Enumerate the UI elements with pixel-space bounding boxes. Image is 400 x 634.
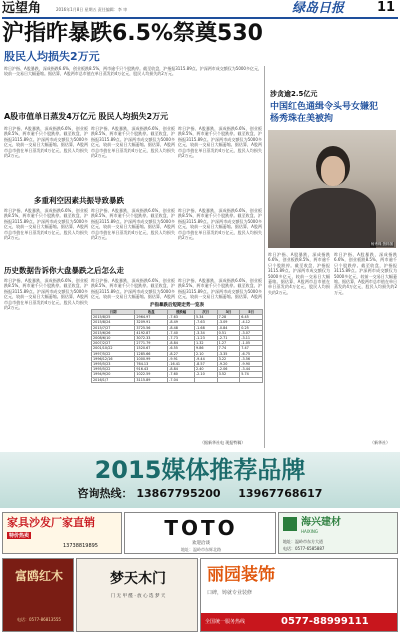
paper-name: 绿岛日报 <box>292 1 345 16</box>
table-cell: 0.25 <box>240 325 263 330</box>
masthead-rule <box>2 17 398 19</box>
table-cell: -1.05 <box>240 341 263 346</box>
ad-furniture-phone: 13738819895 <box>63 543 98 549</box>
photo-figure-face <box>321 156 345 186</box>
column-divider <box>264 66 265 448</box>
ad-banner-phone-1: 13867795200 <box>136 487 221 500</box>
ad-fuou-phone: 电话：0577-86813555 <box>17 617 61 622</box>
photo-figure-body <box>290 188 376 248</box>
table-cell <box>217 377 240 382</box>
table-cell: -7.63 <box>194 320 217 325</box>
table-cell: -3.44 <box>240 367 263 372</box>
table-header-cell: 次日 <box>194 310 217 315</box>
table-cell: -7.04 <box>168 377 195 382</box>
ad-furniture <box>2 512 122 554</box>
table-cell: 2.40 <box>194 367 217 372</box>
ad-liyuan-tag: 全国统一服务热线 <box>205 619 246 625</box>
ad-furniture-sub: 特价热卖 <box>9 533 30 539</box>
date-line: 2016年1月8日 星期五 责任编辑：李 审 <box>56 7 128 12</box>
section-title: 远望角 <box>2 1 42 16</box>
body-col1-c: 昨日沪指、A股暴跌，深成指跌6.6%，创业板跌8.5%，两市逾千只个股跌停。截至收盘，沪指报3115.89点。沪深两市成交额仅为5000多亿元，较前一交易日大幅萎缩。据估算，A股两市总市值在单日蒸发约4万亿元，股民人均损失约2万元。 <box>4 278 88 311</box>
table-cell: -7.73 <box>168 336 195 341</box>
main-subhead: 股民人均损失2万元 <box>4 50 100 63</box>
table-cell: -9.90 <box>240 362 263 367</box>
ad-toto-brand: TOTO <box>164 516 238 540</box>
table-header-cell: 涨跌幅 <box>168 310 195 315</box>
ad-fuou <box>2 558 74 632</box>
table-cell: -9.20 <box>217 362 240 367</box>
table-cell: 2964.97 <box>135 315 168 320</box>
table-cell: -9.91 <box>168 356 195 361</box>
table-cell: 2015/7/27 <box>92 325 135 330</box>
ad-liyuan-brand: 丽园装饰 <box>207 565 275 585</box>
table-body <box>92 315 263 383</box>
body-col1-b: 昨日沪指、A股暴跌，深成指跌6.6%，创业板跌8.5%，两市逾千只个股跌停。截至收盘，沪指报3115.89点。沪深两市成交额仅为5000多亿元，较前一交易日大幅萎缩。据估算，A股两市总市值在单日蒸发约4万亿元，股民人均损失约2万元。 <box>4 208 88 241</box>
table-cell: 1022.59 <box>135 372 168 377</box>
body-col3-b: 昨日沪指、A股暴跌，深成指跌6.6%，创业板跌8.5%，两市逾千只个股跌停。截至收盘，沪指报3115.89点。沪深两市成交额仅为5000多亿元，较前一交易日大幅萎缩。据估算，A股两市总市值在单日蒸发约4万亿元，股民人均损失约2万元。 <box>178 208 262 241</box>
ad-mengtian-brand: 梦天木门 <box>110 571 166 587</box>
section3-title: 历史数据告诉你大盘暴跌之后怎么走 <box>4 266 124 275</box>
table-cell: -3.07 <box>240 330 263 335</box>
table-cell: 2015/6/26 <box>92 330 135 335</box>
table-cell: -3.09 <box>217 320 240 325</box>
table-header-cell: 收盘 <box>135 310 168 315</box>
table-cell: -9.44 <box>194 356 217 361</box>
ad-haixing-sub: HAIXING <box>301 529 318 534</box>
table-header-cell: 5日 <box>240 310 263 315</box>
body-col3-c: 昨日沪指、A股暴跌，深成指跌6.6%，创业板跌8.5%，两市逾千只个股跌停。截至收盘，沪指报3115.89点。沪深两市成交额仅为5000多亿元，较前一交易日大幅萎缩。据估算，A股两 <box>178 278 262 300</box>
table-cell: 7.28 <box>217 315 240 320</box>
table-cell: -16.41 <box>168 362 195 367</box>
ad-banner-phone-row <box>0 487 400 501</box>
body-col2-a: 昨日沪指、A股暴跌，深成指跌6.6%，创业板跌8.5%，两市逾千只个股跌停。截至收盘，沪指报3115.89点。沪深两市成交额仅为5000多亿元，较前一交易日大幅萎缩。据估算，A股两市总市值在单日蒸发约4万亿元，股民人均损失约2万元。 <box>91 126 175 159</box>
ad-fuou-brand: 富鸥红木 <box>14 569 63 583</box>
table-cell: 764.13 <box>135 362 168 367</box>
photo-caption: 杨秀珠 资料图 <box>370 242 393 246</box>
table-cell: -8.49 <box>168 320 195 325</box>
section2-title: 多重利空因素共振导致暴跌 <box>34 196 124 205</box>
ad-banner <box>0 452 400 508</box>
table-cell: 4192.87 <box>135 330 168 335</box>
ad-toto <box>124 512 276 554</box>
table-cell: -0.84 <box>217 325 240 330</box>
table-cell: 1995/5/23 <box>92 362 135 367</box>
table-cell: 3725.56 <box>135 325 168 330</box>
table-cell: 2001/10/22 <box>92 346 135 351</box>
table-cell: 3.52 <box>217 372 240 377</box>
table-cell: -2.06 <box>217 367 240 372</box>
table-cell: -7.63 <box>168 315 195 320</box>
table-cell: 2015/8/25 <box>92 315 135 320</box>
table-cell: -8.48 <box>168 325 195 330</box>
ad-furniture-title: 家具沙发厂家直销 <box>7 516 95 529</box>
page-number: 11 <box>376 0 396 15</box>
side-headline-2: 杨秀珠在美被拘 <box>270 114 334 124</box>
ad-liyuan-phone: 0577-88999111 <box>281 616 369 627</box>
table-cell: 1000.99 <box>135 356 168 361</box>
table-cell: 9.86 <box>194 346 217 351</box>
table-cell: 3115.89 <box>135 377 168 382</box>
table-cell: -8.84 <box>168 341 195 346</box>
table-cell: -1.23 <box>194 336 217 341</box>
table-header-cell: 日期 <box>92 310 135 315</box>
table-cell: 2008/6/10 <box>92 336 135 341</box>
source-note: （据新华社电 现报特稿） <box>200 440 246 445</box>
body-col3-a: 昨日沪指、A股暴跌，深成指跌6.6%，创业板跌8.5%，两市逾千只个股跌停。截至收盘，沪指报3115.89点。沪深两市成交额仅为5000多亿元，较前一交易日大幅萎缩。据估算，A股两市总市值在单日蒸发约4万亿元，股民人均损失约2万元。 <box>178 126 262 159</box>
table-cell: -4.12 <box>240 320 263 325</box>
side-signature: （新华社） <box>370 440 390 445</box>
lead-paragraph: 昨日沪指、A股暴跌，深成指跌6.6%，创业板跌8.5%，两市逾千只个股跌停。截至收盘，沪指报3115.89点。沪深两市成交额仅为5000多亿元，较前一交易日大幅萎缩。据估算，A股两市总市值在单日蒸发约4万亿元，股民人均损失约2万元。 <box>4 66 262 77</box>
data-table-block <box>91 302 263 438</box>
table-header-cell: 3日 <box>217 310 240 315</box>
table-cell: -3.34 <box>194 330 217 335</box>
ad-toto-sub: 欢迎洽谈 <box>192 541 210 546</box>
ad-banner-phone-2: 13967768617 <box>238 487 323 500</box>
table-cell: 1996/12/16 <box>92 356 135 361</box>
body-col2-c: 昨日沪指、A股暴跌，深成指跌6.6%，创业板跌8.5%，两市逾千只个股跌停。截至收盘，沪指报3115.89点。沪深两市成交额仅为5000多亿元，较前一交易日大幅萎缩。据估算，A股两 <box>91 278 175 300</box>
table-cell: -6.75 <box>240 351 263 356</box>
section1-title: A股市值单日蒸发4万亿元 股民人均损失2万元 <box>4 112 169 121</box>
side-headline-1: 中国红色通缉令头号女嫌犯 <box>270 102 379 112</box>
table-cell: 0.51 <box>217 330 240 335</box>
table-cell: 2.10 <box>194 351 217 356</box>
body-col2-b: 昨日沪指、A股暴跌，深成指跌6.6%，创业板跌8.5%，两市逾千只个股跌停。截至收盘，沪指报3115.89点。沪深两市成交额仅为5000多亿元，较前一交易日大幅萎缩。据估算，A股两市总市值在单日蒸发约4万亿元，股民人均损失约2万元。 <box>91 208 175 241</box>
table-cell: 1994/9/20 <box>92 372 135 377</box>
table-cell: 5.34 <box>194 315 217 320</box>
table-cell: 7.47 <box>240 346 263 351</box>
table-cell: 1.27 <box>217 341 240 346</box>
table-cell: 2007/2/27 <box>92 341 135 346</box>
table-cell: 3209.91 <box>135 320 168 325</box>
table-cell: -3.11 <box>240 336 263 341</box>
table-cell: -8.57 <box>194 362 217 367</box>
table-cell: 5.74 <box>240 372 263 377</box>
table-row <box>92 377 263 382</box>
table-cell: -6.55 <box>168 346 195 351</box>
side-kicker: 涉贪逾2.5亿元 <box>270 90 318 98</box>
ad-mengtian-sub: 门 无 甲 醛 · 放 心 选 梦 天 <box>110 594 166 599</box>
table-cell: -7.40 <box>168 330 195 335</box>
table-cell: -7.60 <box>168 372 195 377</box>
ad-liyuan <box>200 558 398 632</box>
table-cell: 2771.79 <box>135 341 168 346</box>
table-cell: -1.68 <box>194 325 217 330</box>
body-col1-a: 昨日沪指、A股暴跌，深成指跌6.6%，创业板跌8.5%，两市逾千只个股跌停。截至收盘，沪指报3115.89点。沪深两市成交额仅为5000多亿元，较前一交易日大幅萎缩。据估算，A股两市总市值在单日蒸发约4万亿元，股民人均损失约2万元。 <box>4 126 88 159</box>
table-cell: 3.22 <box>217 356 240 361</box>
table-cell: 7.74 <box>217 346 240 351</box>
table-cell: 1520.67 <box>135 346 168 351</box>
table-cell: 916.43 <box>135 367 168 372</box>
ad-toto-addr: 地址：温岭市东辉北路 <box>181 547 221 552</box>
ad-haixing <box>278 512 398 554</box>
side-body-col2: 昨日沪指、A股暴跌，深成指跌6.6%，创业板跌8.5%，两市逾千只个股跌停。截至收盘，沪指报3115.89点。沪深两市成交额仅为5000多亿元，较前一交易日大幅萎缩。据估算，A股两市总市值在单日蒸发约4万亿元，股民人均损失约2万元。 <box>334 252 397 295</box>
ad-haixing-brand: 海兴建材 <box>301 517 341 528</box>
masthead <box>0 0 400 17</box>
table-cell: 2015/8/24 <box>92 320 135 325</box>
ad-banner-title: 2015媒体推荐品牌 <box>94 456 306 484</box>
table-cell: 1997/5/22 <box>92 351 135 356</box>
ad-mengtian <box>76 558 198 632</box>
ad-liyuan-footer <box>201 613 398 631</box>
ad-haixing-phone: 电话：0577-6585887 <box>283 546 325 551</box>
table-cell: -8.84 <box>168 367 195 372</box>
data-table <box>91 309 263 383</box>
table-cell: 3072.33 <box>135 336 168 341</box>
table-cell: -3.35 <box>217 351 240 356</box>
side-body-col1: 昨日沪指、A股暴跌，深成指跌6.6%，创业板跌8.5%，两市逾千只个股跌停。截至收盘，沪指报3115.89点。沪深两市成交额仅为5000多亿元，较前一交易日大幅萎缩。据估算，A股两市总市值在单日蒸发约4万亿元，股民人均损失约2万元。 <box>268 252 330 295</box>
ad-haixing-addr: 地址：温岭市东方大道 <box>283 539 323 544</box>
table-cell <box>194 377 217 382</box>
ad-haixing-logo-icon <box>283 517 297 531</box>
table-cell <box>240 377 263 382</box>
table-cell: 1.32 <box>194 341 217 346</box>
table-cell: 1285.66 <box>135 351 168 356</box>
table-cell: 6.45 <box>240 315 263 320</box>
table-cell: 1995/5/22 <box>92 367 135 372</box>
table-title: 沪指暴跌后短期走势一览表 <box>150 303 204 308</box>
table-cell: 2016/1/7 <box>92 377 135 382</box>
table-cell: -2.71 <box>217 336 240 341</box>
table-cell: -2.10 <box>194 372 217 377</box>
table-cell: -8.27 <box>168 351 195 356</box>
news-photo <box>268 130 396 248</box>
ad-banner-phone-label: 咨询热线： <box>77 487 133 500</box>
table-cell: -3.56 <box>240 356 263 361</box>
ad-liyuan-slogan: 口碑，铸就专业装修 <box>207 590 253 596</box>
main-headline: 沪指昨暴跌6.5%祭奠530 <box>2 21 263 46</box>
